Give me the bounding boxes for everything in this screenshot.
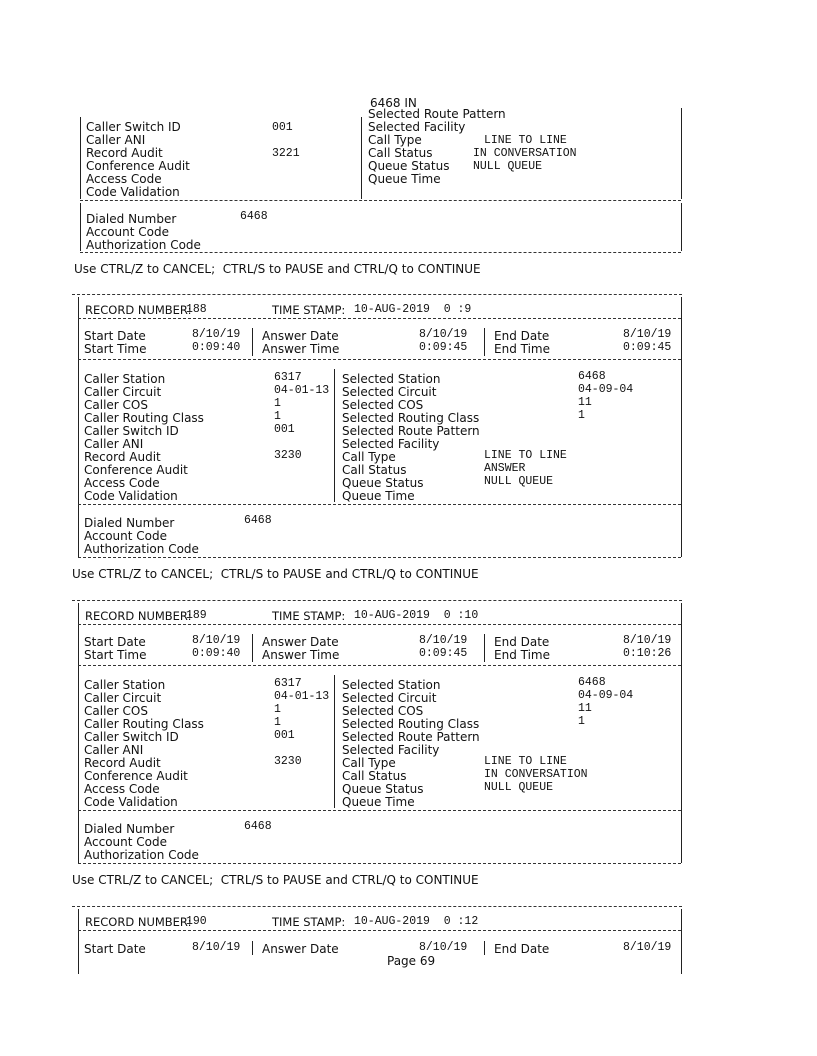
caller-circuit-label: Caller Circuit — [84, 385, 162, 399]
selected-station-label: Selected Station — [342, 678, 441, 692]
caller-cos-value: 1 — [274, 397, 281, 410]
time-stamp-value: 10-AUG-2019 0 :10 — [354, 609, 479, 622]
selected-facility-label: Selected Facility — [368, 120, 466, 134]
start-time-label: Start Time — [84, 342, 147, 356]
time-stamp-label: TIME STAMP: — [272, 303, 346, 317]
column-divider — [252, 941, 253, 955]
caller-ani-label: Caller ANI — [84, 743, 144, 757]
call-status-label: Call Status — [368, 146, 433, 160]
page-number: Page 69 — [387, 954, 436, 968]
record-audit-value: 3230 — [274, 755, 302, 768]
divider — [78, 863, 681, 864]
column-divider — [484, 634, 485, 662]
divider — [72, 294, 682, 295]
left-border — [78, 297, 79, 557]
selected-routing-class-label: Selected Routing Class — [342, 411, 480, 425]
column-divider — [361, 117, 362, 199]
queue-status-label: Queue Status — [342, 782, 424, 796]
selected-station-label: Selected Station — [342, 372, 441, 386]
end-date-value: 8/10/19 — [623, 941, 672, 954]
end-time-value: 0:10:26 — [623, 647, 672, 660]
selected-route-pattern-label: Selected Route Pattern — [342, 424, 480, 438]
divider — [78, 359, 681, 360]
queue-time-label: Queue Time — [342, 795, 415, 809]
caller-ani-label: Caller ANI — [86, 133, 146, 147]
dialed-number-value: 6468 — [244, 820, 272, 833]
call-type-value: LINE TO LINE — [484, 134, 567, 147]
call-type-value: LINE TO LINE — [484, 755, 567, 768]
access-code-label: Access Code — [84, 782, 160, 796]
divider — [78, 810, 681, 811]
column-divider — [334, 369, 335, 502]
answer-time-value: 0:09:45 — [419, 341, 468, 354]
divider — [78, 665, 681, 666]
right-border — [681, 108, 682, 199]
end-time-label: End Time — [494, 342, 550, 356]
caller-routing-class-value: 1 — [274, 410, 281, 423]
record-number-label: RECORD NUMBER: — [85, 609, 192, 623]
access-code-label: Access Code — [84, 476, 160, 490]
caller-station-value: 6317 — [274, 371, 302, 384]
column-divider — [334, 675, 335, 808]
answer-date-value: 8/10/19 — [419, 328, 468, 341]
time-stamp-value: 10-AUG-2019 0 :9 — [354, 303, 472, 316]
selected-circuit-value: 04-09-04 — [578, 383, 634, 396]
end-date-value: 8/10/19 — [623, 634, 672, 647]
answer-date-label: Answer Date — [262, 329, 339, 343]
caller-circuit-value: 04-01-13 — [274, 384, 330, 397]
selected-station-value: 6468 IN — [370, 96, 417, 110]
divider — [72, 906, 682, 907]
divider — [78, 557, 681, 558]
record-number-value: 188 — [186, 303, 207, 316]
queue-status-value: NULL QUEUE — [473, 160, 543, 173]
conference-audit-label: Conference Audit — [84, 463, 188, 477]
left-border — [78, 603, 79, 863]
caller-switch-id-label: Caller Switch ID — [84, 424, 179, 438]
left-border — [78, 909, 79, 974]
caller-station-label: Caller Station — [84, 678, 166, 692]
caller-routing-class-label: Caller Routing Class — [84, 411, 204, 425]
selected-routing-class-value: 1 — [578, 409, 585, 422]
answer-time-value: 0:09:45 — [419, 647, 468, 660]
selected-routing-class-label: Selected Routing Class — [342, 717, 480, 731]
start-time-value: 0:09:40 — [192, 647, 241, 660]
selected-circuit-label: Selected Circuit — [342, 691, 437, 705]
access-code-label: Access Code — [86, 172, 162, 186]
queue-status-value: NULL QUEUE — [484, 781, 554, 794]
answer-date-value: 8/10/19 — [419, 634, 468, 647]
start-date-label: Start Date — [84, 329, 146, 343]
column-divider — [484, 941, 485, 955]
start-date-value: 8/10/19 — [192, 941, 241, 954]
dialed-number-value: 6468 — [244, 514, 272, 527]
right-border — [681, 603, 682, 863]
end-date-label: End Date — [494, 329, 550, 343]
divider — [72, 600, 682, 601]
code-validation-label: Code Validation — [84, 795, 178, 809]
divider — [80, 252, 681, 253]
selected-route-pattern-label: Selected Route Pattern — [342, 730, 480, 744]
record-audit-label: Record Audit — [86, 146, 163, 160]
time-stamp-label: TIME STAMP: — [272, 609, 346, 623]
caller-circuit-value: 04-01-13 — [274, 690, 330, 703]
authorization-code-label: Authorization Code — [86, 238, 201, 252]
code-validation-label: Code Validation — [86, 185, 180, 199]
ctrl-instructions: Use CTRL/Z to CANCEL; CTRL/S to PAUSE and CTRL/Q to CONTINUE — [72, 873, 479, 887]
left-border — [80, 203, 81, 251]
right-border — [681, 297, 682, 557]
selected-facility-label: Selected Facility — [342, 437, 440, 451]
end-time-value: 0:09:45 — [623, 341, 672, 354]
selected-circuit-value: 04-09-04 — [578, 689, 634, 702]
caller-routing-class-value: 1 — [274, 716, 281, 729]
time-stamp-label: TIME STAMP: — [272, 915, 346, 929]
dialed-number-label: Dialed Number — [86, 212, 177, 226]
record-number-value: 190 — [186, 915, 207, 928]
authorization-code-label: Authorization Code — [84, 848, 199, 862]
left-border — [80, 117, 81, 199]
caller-switch-id-value: 001 — [274, 423, 295, 436]
end-time-label: End Time — [494, 648, 550, 662]
selected-station-value: 6468 — [578, 676, 606, 689]
column-divider — [252, 634, 253, 662]
call-status-value: ANSWER — [484, 462, 526, 475]
answer-time-label: Answer Time — [262, 648, 340, 662]
call-status-label: Call Status — [342, 463, 407, 477]
record-number-label: RECORD NUMBER: — [85, 303, 192, 317]
caller-switch-id-value: 001 — [272, 121, 293, 134]
start-time-value: 0:09:40 — [192, 341, 241, 354]
selected-cos-value: 11 — [578, 702, 592, 715]
end-date-value: 8/10/19 — [623, 328, 672, 341]
dialed-number-label: Dialed Number — [84, 516, 175, 530]
record-audit-value: 3221 — [272, 147, 300, 160]
account-code-label: Account Code — [84, 529, 167, 543]
answer-date-label: Answer Date — [262, 942, 339, 956]
call-status-label: Call Status — [342, 769, 407, 783]
caller-routing-class-label: Caller Routing Class — [84, 717, 204, 731]
caller-circuit-label: Caller Circuit — [84, 691, 162, 705]
caller-cos-label: Caller COS — [84, 398, 148, 412]
record-number-value: 189 — [186, 609, 207, 622]
column-divider — [252, 328, 253, 356]
selected-cos-value: 11 — [578, 396, 592, 409]
start-date-label: Start Date — [84, 635, 146, 649]
column-divider — [484, 328, 485, 356]
record-audit-label: Record Audit — [84, 450, 161, 464]
call-status-value: IN CONVERSATION — [473, 147, 577, 160]
selected-routing-class-value: 1 — [578, 715, 585, 728]
end-date-label: End Date — [494, 635, 550, 649]
divider — [78, 504, 681, 505]
start-time-label: Start Time — [84, 648, 147, 662]
ctrl-instructions: Use CTRL/Z to CANCEL; CTRL/S to PAUSE and CTRL/Q to CONTINUE — [72, 567, 479, 581]
code-validation-label: Code Validation — [84, 489, 178, 503]
caller-cos-label: Caller COS — [84, 704, 148, 718]
caller-ani-label: Caller ANI — [84, 437, 144, 451]
start-date-value: 8/10/19 — [192, 328, 241, 341]
caller-station-value: 6317 — [274, 677, 302, 690]
queue-status-label: Queue Status — [342, 476, 424, 490]
ctrl-instructions: Use CTRL/Z to CANCEL; CTRL/S to PAUSE and CTRL/Q to CONTINUE — [74, 262, 481, 276]
account-code-label: Account Code — [84, 835, 167, 849]
time-stamp-value: 10-AUG-2019 0 :12 — [354, 915, 479, 928]
selected-facility-label: Selected Facility — [342, 743, 440, 757]
dialed-number-label: Dialed Number — [84, 822, 175, 836]
answer-date-value: 8/10/19 — [419, 941, 468, 954]
answer-date-label: Answer Date — [262, 635, 339, 649]
selected-cos-label: Selected COS — [342, 704, 424, 718]
caller-cos-value: 1 — [274, 703, 281, 716]
divider — [78, 318, 681, 319]
right-border — [681, 203, 682, 251]
call-type-label: Call Type — [342, 450, 396, 464]
queue-status-label: Queue Status — [368, 159, 450, 173]
conference-audit-label: Conference Audit — [86, 159, 190, 173]
divider — [78, 624, 681, 625]
record-audit-value: 3230 — [274, 449, 302, 462]
call-type-value: LINE TO LINE — [484, 449, 567, 462]
start-date-value: 8/10/19 — [192, 634, 241, 647]
selected-cos-label: Selected COS — [342, 398, 424, 412]
account-code-label: Account Code — [86, 225, 169, 239]
caller-station-label: Caller Station — [84, 372, 166, 386]
call-type-label: Call Type — [342, 756, 396, 770]
caller-switch-id-label: Caller Switch ID — [84, 730, 179, 744]
queue-time-label: Queue Time — [368, 172, 441, 186]
record-audit-label: Record Audit — [84, 756, 161, 770]
end-date-label: End Date — [494, 942, 550, 956]
selected-route-pattern-label: Selected Route Pattern — [368, 107, 506, 121]
selected-circuit-label: Selected Circuit — [342, 385, 437, 399]
call-status-value: IN CONVERSATION — [484, 768, 588, 781]
dialed-number-value: 6468 — [240, 210, 268, 223]
start-date-label: Start Date — [84, 942, 146, 956]
selected-station-value: 6468 — [578, 370, 606, 383]
call-type-label: Call Type — [368, 133, 422, 147]
divider — [78, 930, 681, 931]
queue-status-value: NULL QUEUE — [484, 475, 554, 488]
caller-switch-id-label: Caller Switch ID — [86, 120, 181, 134]
authorization-code-label: Authorization Code — [84, 542, 199, 556]
record-number-label: RECORD NUMBER: — [85, 915, 192, 929]
divider — [80, 200, 681, 201]
answer-time-label: Answer Time — [262, 342, 340, 356]
right-border — [681, 909, 682, 974]
conference-audit-label: Conference Audit — [84, 769, 188, 783]
queue-time-label: Queue Time — [342, 489, 415, 503]
caller-switch-id-value: 001 — [274, 729, 295, 742]
